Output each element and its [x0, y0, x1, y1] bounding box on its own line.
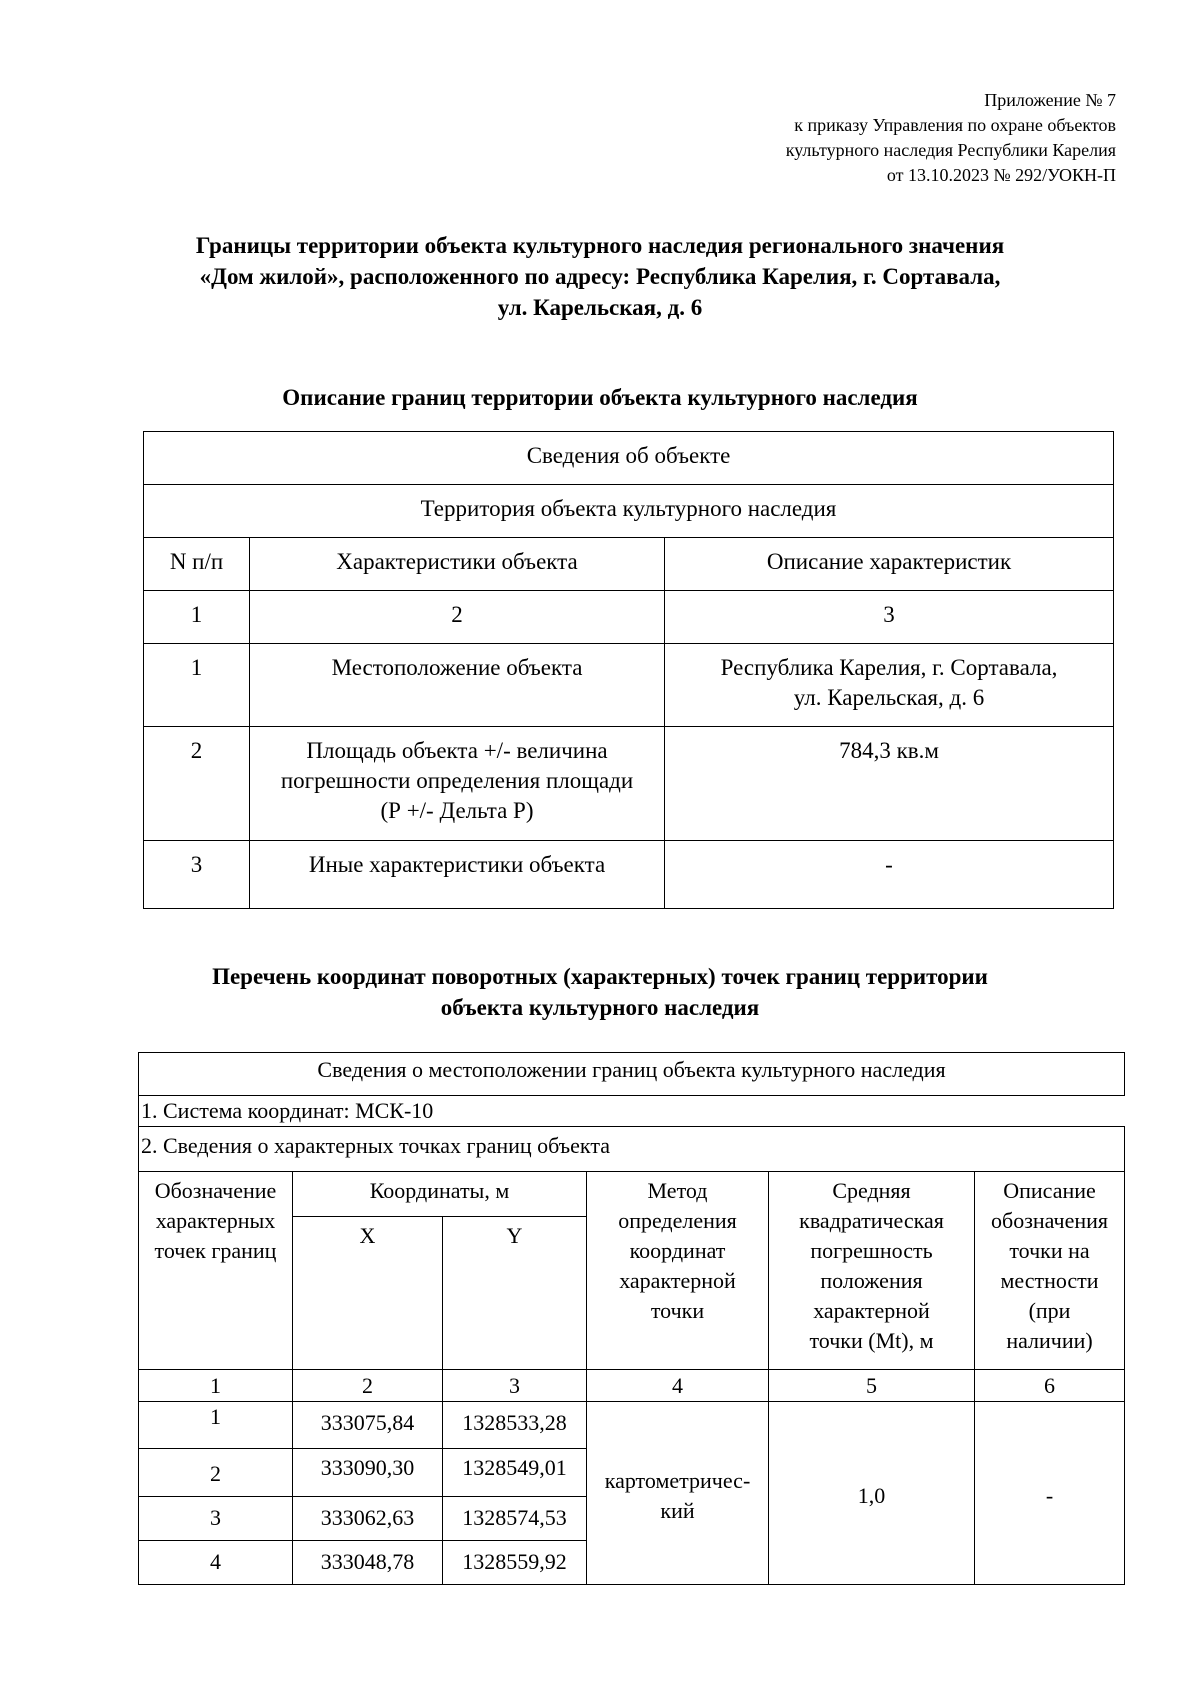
table-row: [144, 644, 1114, 727]
table-header: Сведения о местоположении границ объекта культурного наследия: [139, 1053, 1125, 1096]
table-header: Сведения об объекте: [144, 432, 1114, 485]
document-title: [100, 230, 1100, 323]
row-number: 2: [144, 727, 250, 841]
appendix-line: Приложение № 7: [984, 90, 1116, 110]
appendix-line: к приказу Управления по охране объектов: [794, 115, 1116, 135]
row-characteristic: [250, 727, 665, 841]
table-row: [139, 1402, 1125, 1449]
header-line: обозначения: [991, 1208, 1109, 1233]
point-number: 3: [139, 1497, 293, 1541]
header-line: квадратическая: [799, 1208, 944, 1233]
row-number: 1: [144, 644, 250, 727]
column-number: 1: [144, 591, 250, 644]
title-line: ул. Карельская, д. 6: [497, 295, 703, 320]
header-line: Описание: [1003, 1178, 1096, 1203]
point-accuracy: 1,0: [769, 1402, 975, 1585]
appendix-line: от 13.10.2023 № 292/УОКН-П: [886, 165, 1116, 185]
row-characteristic: Иные характеристики объекта: [250, 841, 665, 909]
header-line: точки: [650, 1298, 705, 1323]
header-line: характерной: [619, 1268, 736, 1293]
point-description: -: [975, 1402, 1125, 1585]
section2-title: [100, 961, 1100, 1023]
points-header: 2. Сведения о характерных точках границ объекта: [139, 1127, 1125, 1172]
column-header-y: Y: [443, 1217, 587, 1370]
header-line: координат: [629, 1238, 726, 1263]
characteristic-line: Площадь объекта +/- величина: [306, 738, 608, 763]
coordinates-table: [138, 1052, 1125, 1585]
appendix-line: культурного наследия Республики Карелия: [785, 140, 1116, 160]
column-header: Описание характеристик: [665, 538, 1114, 591]
column-number: 2: [250, 591, 665, 644]
column-number: 5: [769, 1370, 975, 1402]
header-line: наличии): [1006, 1328, 1093, 1353]
point-x: 333075,84: [293, 1402, 443, 1449]
point-method: [587, 1402, 769, 1585]
column-header: N п/п: [144, 538, 250, 591]
row-description: -: [665, 841, 1114, 909]
characteristic-line: (Р +/- Дельта Р): [380, 798, 534, 823]
column-header-method: [587, 1172, 769, 1370]
object-info-table: [143, 431, 1114, 909]
characteristic-line: погрешности определения площади: [280, 768, 634, 793]
section2-title-line: Перечень координат поворотных (характерных) точек границ территории: [212, 964, 988, 989]
header-line: точки (Mt), м: [809, 1328, 934, 1353]
point-number: 1: [139, 1402, 293, 1449]
method-line: картометричес-: [604, 1468, 751, 1493]
column-header-designation: [139, 1172, 293, 1370]
point-x: 333062,63: [293, 1497, 443, 1541]
description-line: Республика Карелия, г. Сортавала,: [720, 655, 1058, 680]
column-header-description: [975, 1172, 1125, 1370]
column-header-accuracy: [769, 1172, 975, 1370]
column-header: Характеристики объекта: [250, 538, 665, 591]
section1-title: [100, 382, 1100, 413]
header-line: (при: [1028, 1298, 1071, 1323]
column-number: 6: [975, 1370, 1125, 1402]
row-characteristic: Местоположение объекта: [250, 644, 665, 727]
column-number: 4: [587, 1370, 769, 1402]
header-line: местности: [1000, 1268, 1099, 1293]
table-row: [144, 841, 1114, 909]
description-line: ул. Карельская, д. 6: [793, 685, 985, 710]
header-line: определения: [618, 1208, 737, 1233]
column-number: 3: [665, 591, 1114, 644]
point-y: 1328533,28: [443, 1402, 587, 1449]
row-description: 784,3 кв.м: [665, 727, 1114, 841]
point-y: 1328559,92: [443, 1541, 587, 1585]
header-line: погрешность: [810, 1238, 933, 1263]
column-number: 3: [443, 1370, 587, 1402]
row-number: 3: [144, 841, 250, 909]
header-line: Метод: [647, 1178, 708, 1203]
point-x: 333090,30: [293, 1449, 443, 1497]
header-line: точки на: [1009, 1238, 1090, 1263]
title-line: Границы территории объекта культурного наследия регионального значения: [195, 233, 1005, 258]
table-subheader: Территория объекта культурного наследия: [144, 485, 1114, 538]
header-line: точек границ: [154, 1238, 277, 1263]
point-number: 4: [139, 1541, 293, 1585]
point-number: 2: [139, 1449, 293, 1497]
method-line: кий: [660, 1498, 695, 1523]
point-y: 1328574,53: [443, 1497, 587, 1541]
header-line: Обозначение: [154, 1178, 277, 1203]
column-number: 2: [293, 1370, 443, 1402]
column-number: 1: [139, 1370, 293, 1402]
section2-title-line: объекта культурного наследия: [440, 995, 760, 1020]
table-row: [144, 727, 1114, 841]
appendix-note: [786, 88, 1116, 188]
column-header-coordinates: Координаты, м: [293, 1172, 587, 1217]
header-line: положения: [820, 1268, 923, 1293]
header-line: характерных: [155, 1208, 276, 1233]
coordinate-system: 1. Система координат: МСК-10: [139, 1096, 1125, 1127]
header-line: Средняя: [832, 1178, 911, 1203]
point-y: 1328549,01: [443, 1449, 587, 1497]
section1-title-text: Описание границ территории объекта культурного наследия: [282, 385, 918, 410]
point-x: 333048,78: [293, 1541, 443, 1585]
header-line: характерной: [813, 1298, 930, 1323]
row-description: [665, 644, 1114, 727]
title-line: «Дом жилой», расположенного по адресу: Республика Карелия, г. Сортавала,: [199, 264, 1001, 289]
column-header-x: X: [293, 1217, 443, 1370]
